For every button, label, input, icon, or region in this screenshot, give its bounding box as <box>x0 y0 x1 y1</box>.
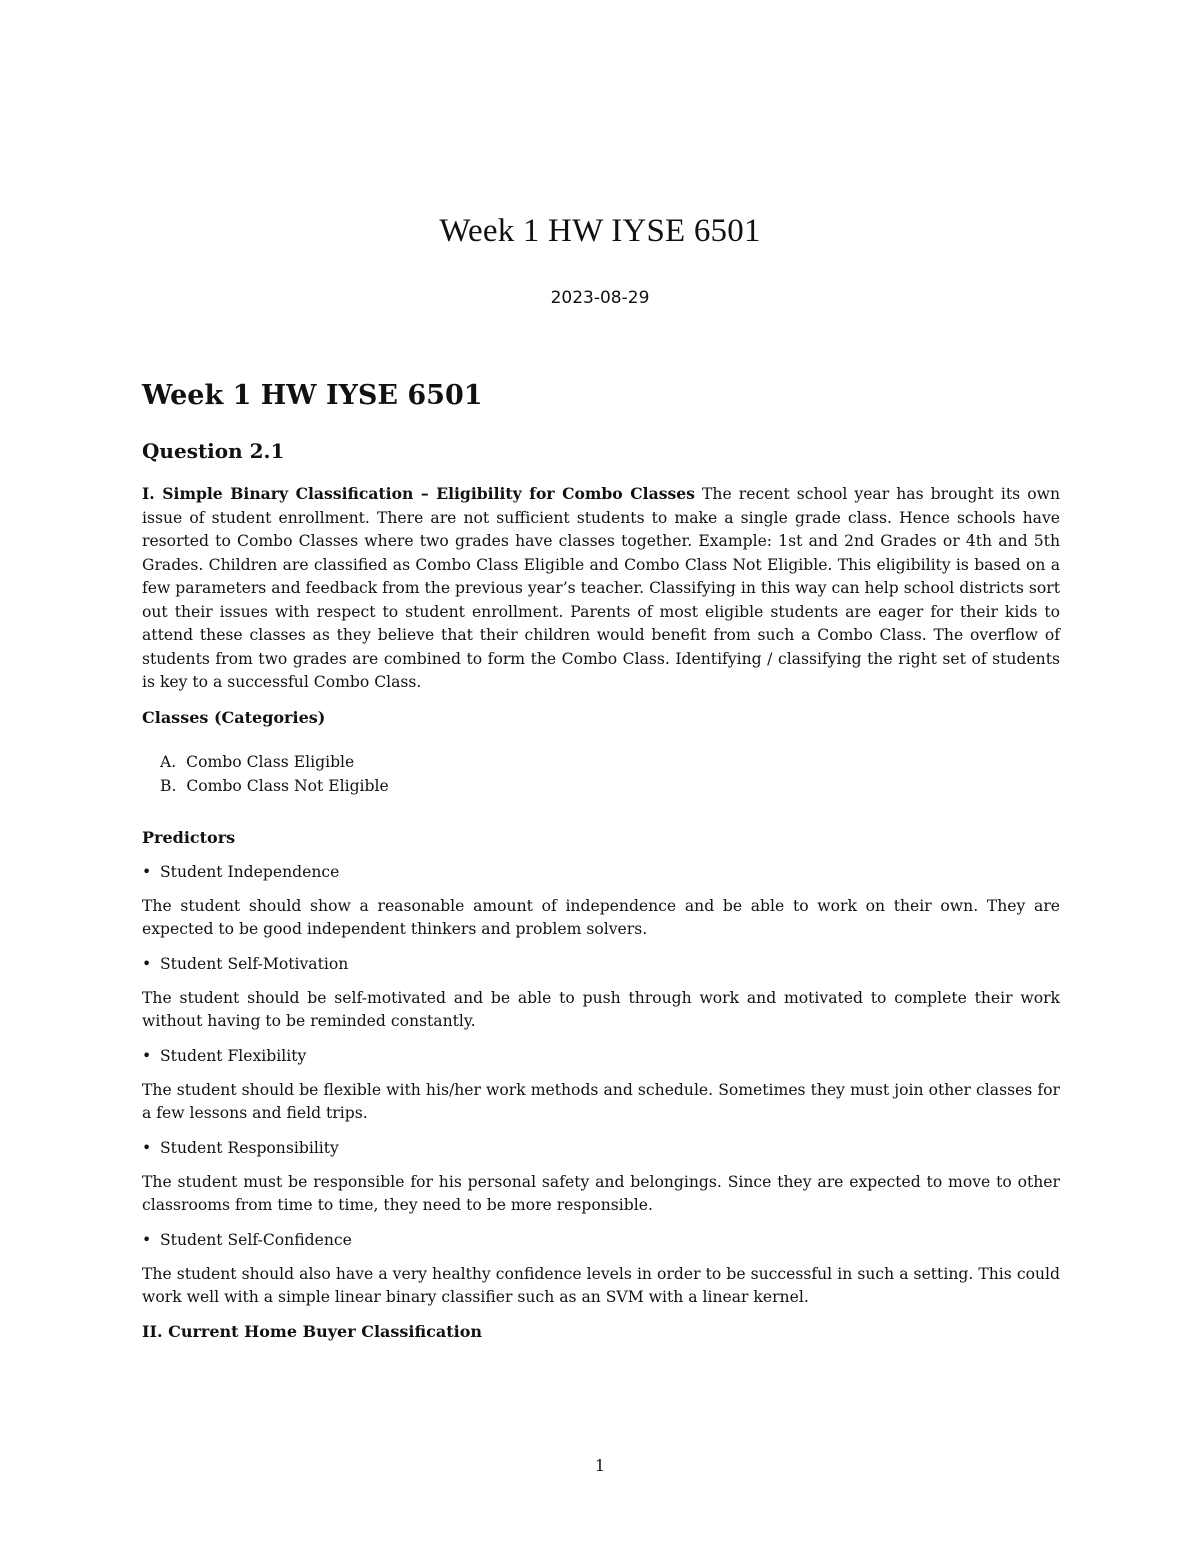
predictor-name: Student Responsibility <box>160 1138 339 1157</box>
predictor-name: Student Flexibility <box>160 1046 307 1065</box>
section2-heading: II. Current Home Buyer Classification <box>142 1321 482 1341</box>
class-marker: A. <box>160 752 177 771</box>
page-number: 1 <box>594 1456 606 1475</box>
bullet-icon: • <box>142 954 152 973</box>
predictor-item <box>142 952 1060 976</box>
predictor-item <box>142 860 1060 884</box>
document-body <box>142 377 1060 1344</box>
document-title: Week 1 HW IYSE 6501 <box>439 213 761 249</box>
bullet-icon: • <box>142 1138 152 1157</box>
bullet-icon: • <box>142 1230 152 1249</box>
predictor-item <box>142 1136 1060 1160</box>
predictors-heading: Predictors <box>142 827 236 847</box>
document-date: 2023-08-29 <box>550 288 650 308</box>
predictor-name: Student Self-Confidence <box>160 1230 352 1249</box>
predictor-description: The student should be flexible with his/her work methods and schedule. Sometimes they must join other classes for a few lessons and field trips. <box>142 1080 1060 1122</box>
class-marker: B. <box>160 776 177 795</box>
intro-lead: I. Simple Binary Classification – Eligibility for Combo Classes <box>142 484 695 503</box>
question-title: Question 2.1 <box>142 439 285 463</box>
bullet-icon: • <box>142 862 152 881</box>
predictor-description: The student must be responsible for his personal safety and belongings. Since they are expected to move to other classrooms from time to time, they need to be more responsible. <box>142 1172 1060 1214</box>
predictor-item <box>142 1044 1060 1068</box>
class-label: Combo Class Eligible <box>186 752 355 771</box>
classes-heading: Classes (Categories) <box>142 707 326 727</box>
predictor-description: The student should show a reasonable amount of independence and be able to work on their own. They are expected to be good independent thinkers and problem solvers. <box>142 896 1060 938</box>
section-title: Week 1 HW IYSE 6501 <box>142 380 483 411</box>
class-label: Combo Class Not Eligible <box>186 776 389 795</box>
bullet-icon: • <box>142 1046 152 1065</box>
classes-list <box>142 750 1060 798</box>
list-item <box>160 774 1060 798</box>
predictor-name: Student Self-Motivation <box>160 954 349 973</box>
predictor-item <box>142 1228 1060 1252</box>
predictor-description: The student should be self-motivated and be able to push through work and motivated to complete their work without having to be reminded constantly. <box>142 988 1060 1030</box>
intro-text: The recent school year has brought its own issue of student enrollment. There are not sufficient students to make a single grade class. Hence schools have resorted to Combo Classes where two grades have classes together. Example: 1st and 2nd Grades or 4th and 5th Grades. Children are classified as Combo Class Eligible and Combo Class Not Eligible. This eligibility is based on a few parameters and feedback from the previous year’s teacher. Classifying in this way can help school districts sort out their issues with respect to student enrollment. Parents of most eligible students are eager for their kids to attend these classes as they believe that their children would benefit from such a Combo Class. The overflow of students from two grades are combined to form the Combo Class. Identifying / classifying the right set of students is key to a successful Combo Class. <box>142 485 1060 691</box>
predictor-description: The student should also have a very healthy confidence levels in order to be successful in such a setting. This could work well with a simple linear binary classifier such as an SVM with a linear kernel. <box>142 1264 1060 1306</box>
list-item <box>160 750 1060 774</box>
intro-paragraph <box>142 482 1060 695</box>
predictor-name: Student Independence <box>160 862 340 881</box>
